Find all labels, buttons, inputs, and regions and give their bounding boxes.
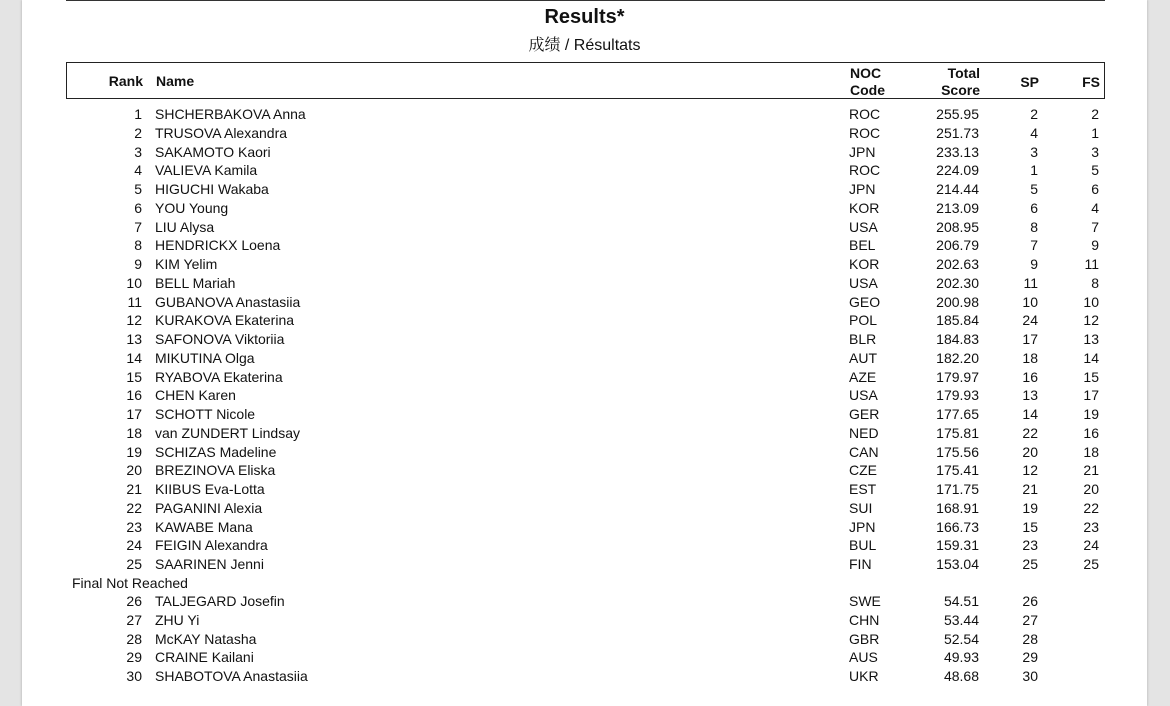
table-row (66, 218, 1105, 237)
total-score-cell: 175.56 (936, 443, 979, 460)
header-noc-code (850, 65, 890, 99)
rank-cell: 6 (134, 199, 142, 216)
noc-cell: KOR (849, 199, 880, 216)
noc-cell: JPN (849, 518, 876, 535)
name-cell: MIKUTINA Olga (155, 349, 255, 366)
noc-cell: EST (849, 481, 877, 497)
noc-cell: BEL (849, 237, 876, 254)
rank-cell: 7 (134, 218, 142, 235)
name-cell: CRAINE Kailani (155, 649, 254, 666)
name-cell: VALIEVA Kamila (155, 162, 258, 179)
header-sp: SP (1020, 74, 1039, 90)
fs-cell: 12 (1083, 312, 1099, 329)
fs-cell: 15 (1083, 368, 1099, 385)
rank-cell: 30 (126, 668, 142, 684)
rank-cell: 26 (126, 593, 142, 609)
table-row (66, 611, 1105, 630)
sp-cell: 28 (1022, 630, 1038, 647)
fs-cell: 16 (1083, 424, 1099, 441)
sp-cell: 14 (1022, 406, 1038, 422)
rank-cell: 17 (126, 406, 142, 422)
rank-cell: 20 (126, 462, 142, 479)
name-cell: ZHU Yi (155, 611, 200, 628)
total-score-cell: 200.98 (936, 293, 979, 310)
noc-cell: CHN (849, 611, 880, 628)
noc-cell: JPN (849, 143, 876, 160)
name-cell: YOU Young (155, 199, 229, 216)
name-cell: SAFONOVA Viktoriia (155, 331, 285, 347)
total-score-cell: 202.63 (936, 256, 979, 272)
table-row (66, 480, 1105, 499)
noc-cell: BUL (849, 537, 877, 554)
noc-cell: BLR (849, 331, 877, 347)
total-score-cell: 208.95 (936, 218, 979, 235)
fs-cell: 11 (1084, 256, 1099, 272)
sp-cell: 20 (1022, 443, 1038, 460)
sp-cell: 30 (1022, 668, 1038, 684)
total-score-cell: 255.95 (936, 106, 979, 122)
fs-cell: 17 (1083, 387, 1099, 404)
fs-cell: 3 (1091, 143, 1099, 160)
fs-cell: 7 (1091, 218, 1099, 235)
fs-cell: 22 (1083, 499, 1099, 516)
fs-cell: 2 (1091, 106, 1099, 122)
name-cell: GUBANOVA Anastasiia (155, 293, 301, 310)
table-row (66, 555, 1105, 574)
sp-cell: 10 (1022, 293, 1038, 310)
table-row (66, 124, 1105, 143)
name-cell: RYABOVA Ekaterina (155, 368, 283, 385)
sp-cell: 8 (1030, 218, 1038, 235)
sp-cell: 25 (1022, 556, 1038, 572)
noc-cell: UKR (849, 668, 879, 684)
total-score-cell: 159.31 (936, 537, 979, 554)
sp-cell: 16 (1022, 368, 1038, 385)
name-cell: TRUSOVA Alexandra (155, 124, 288, 141)
page-subtitle: 成绩 / Résultats (528, 37, 641, 54)
fs-cell: 21 (1083, 462, 1099, 479)
name-cell: KAWABE Mana (155, 518, 253, 535)
name-cell: BREZINOVA Eliska (155, 462, 276, 479)
name-cell: HIGUCHI Wakaba (155, 181, 269, 197)
rank-cell: 3 (134, 143, 142, 160)
document-page (22, 0, 1147, 706)
sp-cell: 4 (1030, 124, 1038, 141)
rank-cell: 9 (134, 256, 142, 272)
page-title: Results* (544, 6, 625, 28)
header-name: Name (156, 73, 195, 89)
total-score-cell: 48.68 (943, 668, 979, 684)
sp-cell: 24 (1022, 312, 1038, 329)
header-total-line1: Total (947, 65, 980, 81)
name-cell: HENDRICKX Loena (155, 237, 281, 254)
noc-cell: ROC (849, 106, 881, 122)
total-score-cell: 52.54 (943, 630, 979, 647)
fs-cell: 14 (1083, 349, 1099, 366)
noc-cell: SUI (849, 499, 873, 516)
total-score-cell: 185.84 (936, 312, 979, 329)
noc-cell: AUT (849, 349, 877, 366)
name-cell: van ZUNDERT Lindsay (155, 424, 300, 441)
total-score-cell: 54.51 (943, 593, 979, 609)
name-cell: PAGANINI Alexia (155, 499, 263, 516)
rank-cell: 1 (134, 106, 142, 122)
total-score-cell: 49.93 (943, 649, 979, 666)
sp-cell: 9 (1030, 256, 1038, 272)
name-cell: SHABOTOVA Anastasiia (155, 668, 308, 684)
table-row (66, 386, 1105, 405)
table-row (66, 443, 1105, 462)
header-fs: FS (1082, 74, 1100, 90)
noc-cell: CZE (849, 462, 877, 479)
header-noc-line1: NOC (850, 65, 882, 81)
noc-cell: GEO (849, 293, 881, 310)
sp-cell: 17 (1022, 331, 1038, 347)
rank-cell: 27 (126, 611, 142, 628)
noc-cell: SWE (849, 593, 881, 609)
rank-cell: 15 (126, 368, 142, 385)
total-score-cell: 153.04 (936, 556, 979, 572)
sp-cell: 18 (1022, 349, 1038, 366)
sp-cell: 6 (1030, 199, 1038, 216)
table-row (66, 518, 1105, 537)
noc-cell: GBR (849, 630, 880, 647)
noc-cell: USA (849, 218, 878, 235)
rank-cell: 10 (126, 274, 142, 291)
fs-cell: 1 (1091, 124, 1099, 141)
noc-cell: GER (849, 406, 880, 422)
rank-cell: 28 (126, 630, 142, 647)
table-row (66, 180, 1105, 199)
table-row (66, 405, 1105, 424)
fs-cell: 20 (1083, 481, 1099, 497)
name-cell: McKAY Natasha (155, 630, 257, 647)
rank-cell: 22 (126, 499, 142, 516)
table-row (66, 330, 1105, 349)
fs-cell: 19 (1083, 406, 1099, 422)
table-row (66, 368, 1105, 387)
table-row (66, 161, 1105, 180)
sp-cell: 2 (1030, 106, 1038, 122)
total-score-cell: 233.13 (936, 143, 979, 160)
rank-cell: 21 (126, 481, 142, 497)
noc-cell: JPN (849, 181, 876, 197)
total-score-cell: 177.65 (936, 406, 979, 422)
rank-cell: 24 (126, 537, 142, 554)
name-cell: TALJEGARD Josefin (155, 593, 285, 609)
noc-cell: ROC (849, 162, 881, 179)
noc-cell: CAN (849, 443, 879, 460)
rank-cell: 11 (127, 293, 142, 310)
sp-cell: 12 (1022, 462, 1038, 479)
name-cell: FEIGIN Alexandra (155, 537, 268, 554)
total-score-cell: 175.81 (936, 424, 979, 441)
total-score-cell: 171.75 (936, 481, 979, 497)
fs-cell: 6 (1091, 181, 1099, 197)
sp-cell: 22 (1022, 424, 1038, 441)
name-cell: KIIBUS Eva-Lotta (155, 481, 265, 497)
table-row (66, 424, 1105, 443)
table-row (66, 499, 1105, 518)
name-cell: SCHOTT Nicole (155, 406, 256, 422)
fs-cell: 9 (1091, 237, 1099, 254)
rank-cell: 4 (134, 162, 142, 179)
total-score-cell: 166.73 (936, 518, 979, 535)
total-score-cell: 179.93 (936, 387, 979, 404)
noc-cell: AZE (849, 368, 877, 385)
table-row (66, 349, 1105, 368)
total-score-cell: 168.91 (936, 499, 979, 516)
name-cell: KIM Yelim (155, 256, 218, 272)
noc-cell: USA (849, 387, 878, 404)
total-score-cell: 213.09 (936, 199, 979, 216)
fs-cell: 23 (1083, 518, 1099, 535)
sp-cell: 15 (1022, 518, 1038, 535)
total-score-cell: 206.79 (936, 237, 979, 254)
rank-cell: 13 (126, 331, 142, 347)
rank-cell: 16 (126, 387, 142, 404)
fs-cell: 13 (1083, 331, 1099, 347)
total-score-cell: 53.44 (943, 611, 979, 628)
rank-cell: 23 (126, 518, 142, 535)
rank-cell: 5 (134, 181, 142, 197)
header-total-line2: Score (941, 82, 980, 98)
header-rank: Rank (108, 73, 143, 89)
name-cell: SAKAMOTO Kaori (155, 143, 271, 160)
fs-cell: 4 (1091, 199, 1099, 216)
noc-cell: POL (849, 312, 878, 329)
noc-cell: ROC (849, 124, 881, 141)
fs-cell: 8 (1091, 274, 1099, 291)
total-score-cell: 184.83 (936, 331, 979, 347)
sp-cell: 11 (1023, 274, 1038, 291)
table-row (66, 592, 1105, 611)
not-reached-results-list (66, 592, 1105, 686)
name-cell: SHCHERBAKOVA Anna (155, 106, 306, 122)
table-row (66, 667, 1105, 686)
total-score-cell: 175.41 (936, 462, 979, 479)
table-row (66, 293, 1105, 312)
rank-cell: 19 (126, 443, 142, 460)
name-cell: CHEN Karen (155, 387, 236, 404)
noc-cell: KOR (849, 256, 880, 272)
table-row (66, 536, 1105, 555)
final-not-reached-label: Final Not Reached (72, 575, 188, 591)
name-cell: LIU Alysa (155, 218, 215, 235)
table-row (66, 143, 1105, 162)
table-row (66, 311, 1105, 330)
sp-cell: 3 (1030, 143, 1038, 160)
sp-cell: 13 (1022, 387, 1038, 404)
header-noc-line2: Code (850, 82, 885, 98)
total-score-cell: 224.09 (936, 162, 979, 179)
table-row (66, 105, 1105, 124)
total-score-cell: 182.20 (936, 349, 979, 366)
total-score-cell: 179.97 (936, 368, 979, 385)
table-row (66, 199, 1105, 218)
total-score-cell: 251.73 (936, 124, 979, 141)
total-score-cell: 202.30 (936, 274, 979, 291)
name-cell: KURAKOVA Ekaterina (155, 312, 295, 329)
sp-cell: 5 (1030, 181, 1038, 197)
name-cell: SAARINEN Jenni (155, 556, 264, 572)
sp-cell: 7 (1030, 237, 1038, 254)
sp-cell: 29 (1022, 649, 1038, 666)
fs-cell: 18 (1083, 443, 1099, 460)
table-row (66, 274, 1105, 293)
noc-cell: USA (849, 274, 878, 291)
name-cell: BELL Mariah (155, 274, 236, 291)
sp-cell: 27 (1022, 611, 1038, 628)
noc-cell: AUS (849, 649, 878, 666)
fs-cell: 25 (1083, 556, 1099, 572)
sp-cell: 1 (1030, 162, 1038, 179)
sp-cell: 21 (1022, 481, 1038, 497)
rank-cell: 25 (126, 556, 142, 572)
sp-cell: 26 (1022, 593, 1038, 609)
rank-cell: 12 (126, 312, 142, 329)
sp-cell: 19 (1022, 499, 1038, 516)
noc-cell: FIN (849, 556, 872, 572)
final-results-list (66, 105, 1105, 574)
table-row (66, 630, 1105, 649)
table-row (66, 255, 1105, 274)
sp-cell: 23 (1022, 537, 1038, 554)
name-cell: SCHIZAS Madeline (155, 443, 277, 460)
rank-cell: 18 (126, 424, 142, 441)
rank-cell: 29 (126, 649, 142, 666)
rank-cell: 2 (134, 124, 142, 141)
total-score-cell: 214.44 (936, 181, 979, 197)
fs-cell: 10 (1083, 293, 1099, 310)
fs-cell: 24 (1083, 537, 1099, 554)
table-row (66, 236, 1105, 255)
header-total-score (917, 65, 980, 99)
top-divider (66, 0, 1105, 1)
rank-cell: 14 (126, 349, 142, 366)
noc-cell: NED (849, 424, 879, 441)
table-row (66, 648, 1105, 667)
rank-cell: 8 (134, 237, 142, 254)
table-row (66, 461, 1105, 480)
fs-cell: 5 (1091, 162, 1099, 179)
table-header (66, 62, 1105, 99)
